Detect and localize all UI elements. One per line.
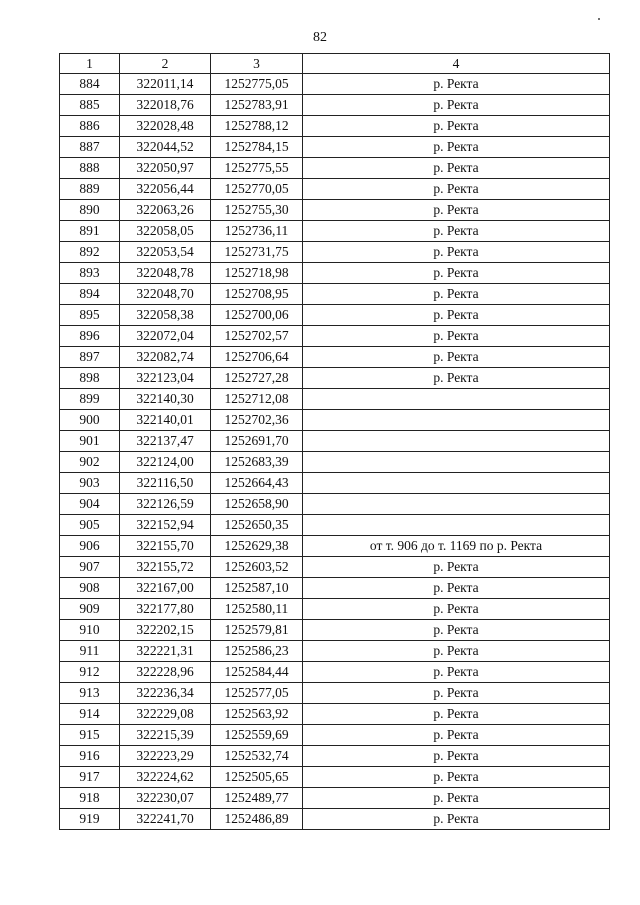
table-row — [60, 767, 610, 788]
x-coordinate-cell: 322126,59 — [120, 494, 211, 515]
x-coordinate-cell: 322224,62 — [120, 767, 211, 788]
description-cell: р. Ректа — [303, 557, 610, 578]
point-number-cell: 916 — [60, 746, 120, 767]
description-cell: р. Ректа — [303, 641, 610, 662]
point-number-cell: 905 — [60, 515, 120, 536]
table-row — [60, 263, 610, 284]
point-number-cell: 919 — [60, 809, 120, 830]
x-coordinate-cell: 322056,44 — [120, 179, 211, 200]
description-cell: р. Ректа — [303, 347, 610, 368]
description-cell — [303, 410, 610, 431]
point-number-cell: 904 — [60, 494, 120, 515]
description-cell: р. Ректа — [303, 221, 610, 242]
y-coordinate-cell: 1252603,52 — [211, 557, 303, 578]
table-row — [60, 410, 610, 431]
description-cell: р. Ректа — [303, 578, 610, 599]
y-coordinate-cell: 1252486,89 — [211, 809, 303, 830]
description-cell: р. Ректа — [303, 662, 610, 683]
table-row — [60, 158, 610, 179]
point-number-cell: 900 — [60, 410, 120, 431]
description-cell: р. Ректа — [303, 326, 610, 347]
y-coordinate-cell: 1252702,57 — [211, 326, 303, 347]
description-cell: р. Ректа — [303, 767, 610, 788]
x-coordinate-cell: 322050,97 — [120, 158, 211, 179]
table-row — [60, 725, 610, 746]
table-row — [60, 179, 610, 200]
x-coordinate-cell: 322082,74 — [120, 347, 211, 368]
x-coordinate-cell: 322123,04 — [120, 368, 211, 389]
x-coordinate-cell: 322230,07 — [120, 788, 211, 809]
table-row — [60, 368, 610, 389]
x-coordinate-cell: 322116,50 — [120, 473, 211, 494]
description-cell — [303, 473, 610, 494]
description-cell: р. Ректа — [303, 746, 610, 767]
table-header-row — [60, 54, 610, 74]
point-number-cell: 917 — [60, 767, 120, 788]
y-coordinate-cell: 1252577,05 — [211, 683, 303, 704]
description-cell: р. Ректа — [303, 116, 610, 137]
description-cell — [303, 452, 610, 473]
point-number-cell: 896 — [60, 326, 120, 347]
point-number-cell: 888 — [60, 158, 120, 179]
y-coordinate-cell: 1252563,92 — [211, 704, 303, 725]
table-row — [60, 389, 610, 410]
description-cell: р. Ректа — [303, 179, 610, 200]
table-row — [60, 137, 610, 158]
y-coordinate-cell: 1252650,35 — [211, 515, 303, 536]
y-coordinate-cell: 1252702,36 — [211, 410, 303, 431]
y-coordinate-cell: 1252706,64 — [211, 347, 303, 368]
point-number-cell: 894 — [60, 284, 120, 305]
x-coordinate-cell: 322048,70 — [120, 284, 211, 305]
point-number-cell: 909 — [60, 599, 120, 620]
column-header-4: 4 — [303, 54, 610, 74]
y-coordinate-cell: 1252559,69 — [211, 725, 303, 746]
y-coordinate-cell: 1252586,23 — [211, 641, 303, 662]
description-cell: р. Ректа — [303, 284, 610, 305]
x-coordinate-cell: 322155,70 — [120, 536, 211, 557]
y-coordinate-cell: 1252587,10 — [211, 578, 303, 599]
y-coordinate-cell: 1252770,05 — [211, 179, 303, 200]
description-cell: р. Ректа — [303, 809, 610, 830]
description-cell: р. Ректа — [303, 599, 610, 620]
y-coordinate-cell: 1252755,30 — [211, 200, 303, 221]
table-row — [60, 95, 610, 116]
point-number-cell: 903 — [60, 473, 120, 494]
y-coordinate-cell: 1252783,91 — [211, 95, 303, 116]
x-coordinate-cell: 322063,26 — [120, 200, 211, 221]
table-row — [60, 347, 610, 368]
point-number-cell: 913 — [60, 683, 120, 704]
description-cell — [303, 389, 610, 410]
x-coordinate-cell: 322202,15 — [120, 620, 211, 641]
y-coordinate-cell: 1252489,77 — [211, 788, 303, 809]
point-number-cell: 889 — [60, 179, 120, 200]
x-coordinate-cell: 322053,54 — [120, 242, 211, 263]
point-number-cell: 908 — [60, 578, 120, 599]
y-coordinate-cell: 1252691,70 — [211, 431, 303, 452]
table-row — [60, 431, 610, 452]
point-number-cell: 886 — [60, 116, 120, 137]
description-cell: р. Ректа — [303, 158, 610, 179]
point-number-cell: 912 — [60, 662, 120, 683]
table-row — [60, 809, 610, 830]
y-coordinate-cell: 1252712,08 — [211, 389, 303, 410]
table-row — [60, 452, 610, 473]
x-coordinate-cell: 322058,05 — [120, 221, 211, 242]
y-coordinate-cell: 1252775,05 — [211, 74, 303, 95]
table-row — [60, 536, 610, 557]
point-number-cell: 899 — [60, 389, 120, 410]
point-number-cell: 910 — [60, 620, 120, 641]
x-coordinate-cell: 322167,00 — [120, 578, 211, 599]
table-row — [60, 746, 610, 767]
x-coordinate-cell: 322236,34 — [120, 683, 211, 704]
description-cell — [303, 431, 610, 452]
x-coordinate-cell: 322011,14 — [120, 74, 211, 95]
table-row — [60, 116, 610, 137]
column-header-2: 2 — [120, 54, 211, 74]
y-coordinate-cell: 1252731,75 — [211, 242, 303, 263]
y-coordinate-cell: 1252532,74 — [211, 746, 303, 767]
table-row — [60, 494, 610, 515]
y-coordinate-cell: 1252784,15 — [211, 137, 303, 158]
y-coordinate-cell: 1252658,90 — [211, 494, 303, 515]
point-number-cell: 887 — [60, 137, 120, 158]
table-row — [60, 599, 610, 620]
point-number-cell: 901 — [60, 431, 120, 452]
table-row — [60, 641, 610, 662]
description-cell: р. Ректа — [303, 242, 610, 263]
y-coordinate-cell: 1252580,11 — [211, 599, 303, 620]
table-row — [60, 683, 610, 704]
x-coordinate-cell: 322155,72 — [120, 557, 211, 578]
table-row — [60, 284, 610, 305]
description-cell: р. Ректа — [303, 305, 610, 326]
x-coordinate-cell: 322177,80 — [120, 599, 211, 620]
description-cell — [303, 494, 610, 515]
description-cell: р. Ректа — [303, 704, 610, 725]
table-row — [60, 200, 610, 221]
x-coordinate-cell: 322137,47 — [120, 431, 211, 452]
y-coordinate-cell: 1252579,81 — [211, 620, 303, 641]
point-number-cell: 902 — [60, 452, 120, 473]
point-number-cell: 885 — [60, 95, 120, 116]
y-coordinate-cell: 1252775,55 — [211, 158, 303, 179]
x-coordinate-cell: 322072,04 — [120, 326, 211, 347]
x-coordinate-cell: 322241,70 — [120, 809, 211, 830]
x-coordinate-cell: 322044,52 — [120, 137, 211, 158]
point-number-cell: 893 — [60, 263, 120, 284]
x-coordinate-cell: 322152,94 — [120, 515, 211, 536]
x-coordinate-cell: 322221,31 — [120, 641, 211, 662]
point-number-cell: 907 — [60, 557, 120, 578]
table-row — [60, 620, 610, 641]
x-coordinate-cell: 322140,30 — [120, 389, 211, 410]
point-number-cell: 911 — [60, 641, 120, 662]
description-cell: р. Ректа — [303, 620, 610, 641]
table-row — [60, 578, 610, 599]
y-coordinate-cell: 1252700,06 — [211, 305, 303, 326]
table-row — [60, 788, 610, 809]
point-number-cell: 914 — [60, 704, 120, 725]
y-coordinate-cell: 1252664,43 — [211, 473, 303, 494]
x-coordinate-cell: 322223,29 — [120, 746, 211, 767]
point-number-cell: 906 — [60, 536, 120, 557]
point-number-cell: 898 — [60, 368, 120, 389]
y-coordinate-cell: 1252708,95 — [211, 284, 303, 305]
table-row — [60, 326, 610, 347]
column-header-1: 1 — [60, 54, 120, 74]
description-cell: р. Ректа — [303, 200, 610, 221]
table-row — [60, 473, 610, 494]
table-row — [60, 557, 610, 578]
description-cell: р. Ректа — [303, 725, 610, 746]
y-coordinate-cell: 1252727,28 — [211, 368, 303, 389]
table-row — [60, 515, 610, 536]
y-coordinate-cell: 1252736,11 — [211, 221, 303, 242]
description-cell: р. Ректа — [303, 95, 610, 116]
y-coordinate-cell: 1252718,98 — [211, 263, 303, 284]
table-row — [60, 662, 610, 683]
table-row — [60, 704, 610, 725]
table-row — [60, 74, 610, 95]
x-coordinate-cell: 322140,01 — [120, 410, 211, 431]
x-coordinate-cell: 322124,00 — [120, 452, 211, 473]
y-coordinate-cell: 1252629,38 — [211, 536, 303, 557]
table-row — [60, 242, 610, 263]
table-row — [60, 305, 610, 326]
point-number-cell: 891 — [60, 221, 120, 242]
point-number-cell: 895 — [60, 305, 120, 326]
point-number-cell: 884 — [60, 74, 120, 95]
description-cell: р. Ректа — [303, 788, 610, 809]
point-number-cell: 890 — [60, 200, 120, 221]
description-cell: р. Ректа — [303, 368, 610, 389]
point-number-cell: 897 — [60, 347, 120, 368]
table-row — [60, 221, 610, 242]
x-coordinate-cell: 322215,39 — [120, 725, 211, 746]
y-coordinate-cell: 1252584,44 — [211, 662, 303, 683]
y-coordinate-cell: 1252505,65 — [211, 767, 303, 788]
point-number-cell: 892 — [60, 242, 120, 263]
description-cell: р. Ректа — [303, 74, 610, 95]
y-coordinate-cell: 1252683,39 — [211, 452, 303, 473]
description-cell — [303, 515, 610, 536]
y-coordinate-cell: 1252788,12 — [211, 116, 303, 137]
column-header-3: 3 — [211, 54, 303, 74]
scan-speck — [598, 18, 600, 20]
x-coordinate-cell: 322048,78 — [120, 263, 211, 284]
x-coordinate-cell: 322018,76 — [120, 95, 211, 116]
x-coordinate-cell: 322058,38 — [120, 305, 211, 326]
x-coordinate-cell: 322229,08 — [120, 704, 211, 725]
point-number-cell: 918 — [60, 788, 120, 809]
table-body — [60, 74, 610, 830]
page-number: 82 — [313, 30, 327, 45]
point-number-cell: 915 — [60, 725, 120, 746]
coordinates-table — [59, 53, 610, 830]
description-cell: р. Ректа — [303, 263, 610, 284]
description-cell: от т. 906 до т. 1169 по р. Ректа — [303, 536, 610, 557]
description-cell: р. Ректа — [303, 137, 610, 158]
x-coordinate-cell: 322228,96 — [120, 662, 211, 683]
x-coordinate-cell: 322028,48 — [120, 116, 211, 137]
description-cell: р. Ректа — [303, 683, 610, 704]
